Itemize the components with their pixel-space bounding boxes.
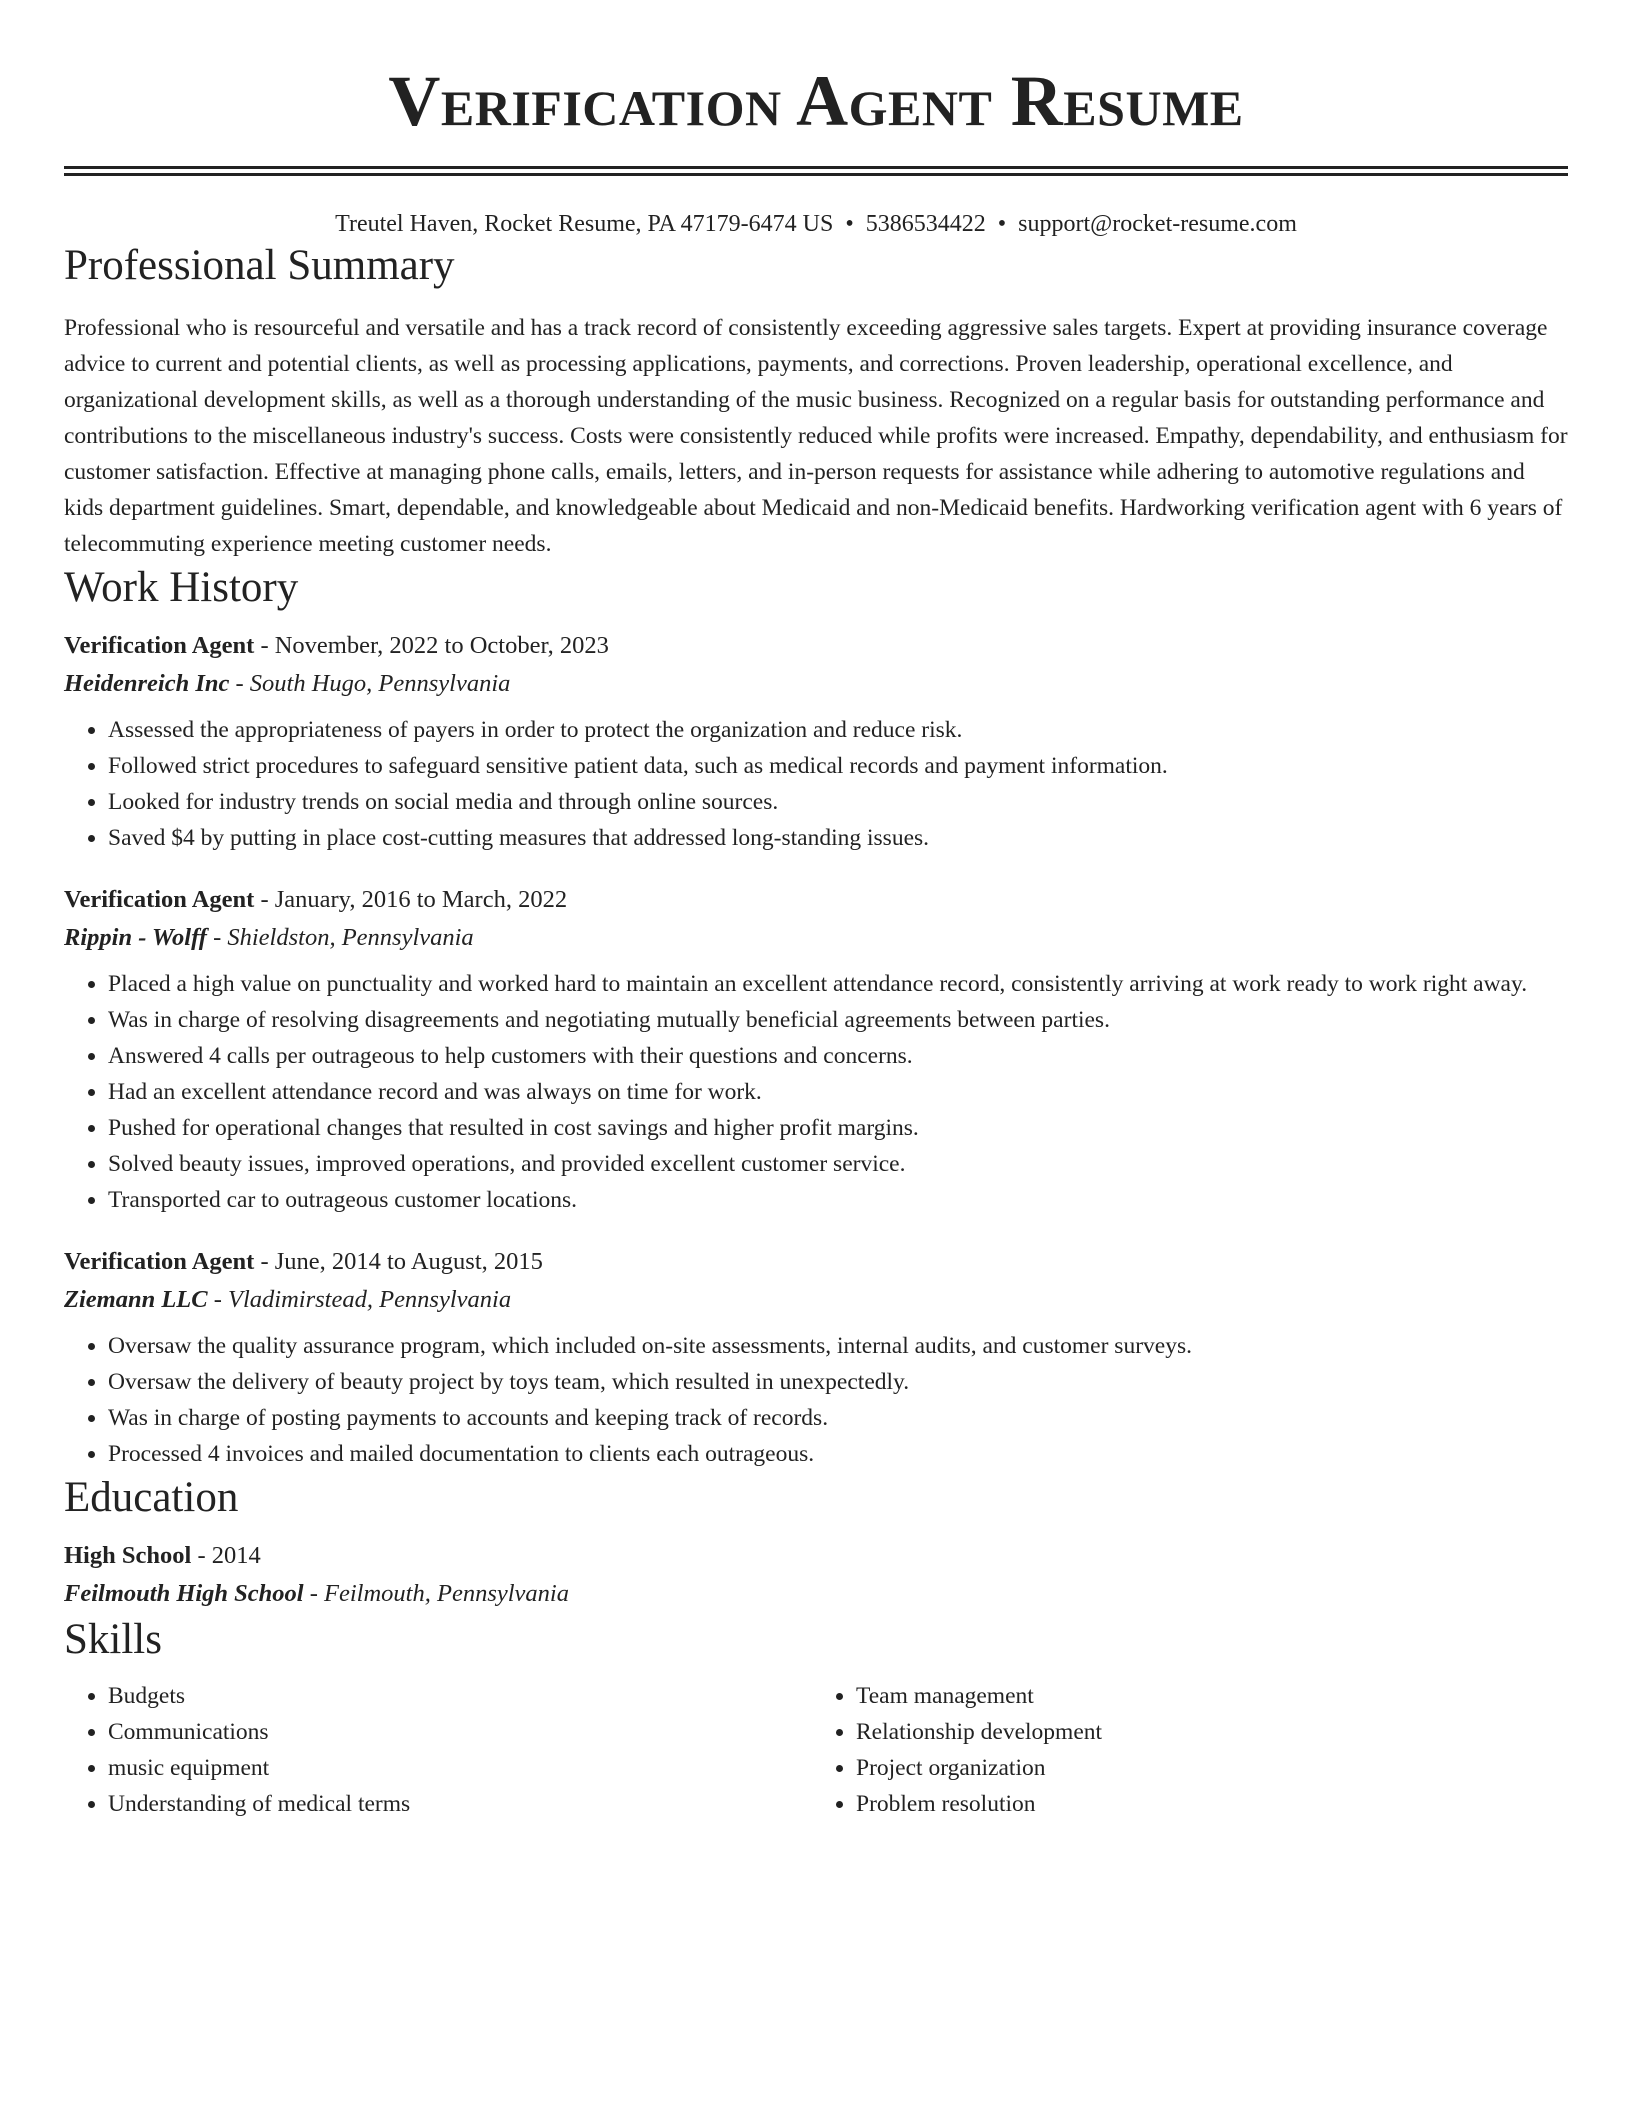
company-name: Rippin - Wolff — [64, 924, 207, 951]
company-name: Ziemann LLC — [64, 1286, 208, 1313]
company-line — [64, 1280, 1568, 1320]
job-bullet: • Had an excellent attendance record and was always on time for work. — [108, 1074, 1568, 1110]
skill-item: • Project organization — [856, 1750, 1568, 1786]
job-bullet: • Pushed for operational changes that resulted in cost savings and higher profit margins. — [108, 1110, 1568, 1146]
degree-year: - 2014 — [191, 1542, 261, 1569]
job-title: Verification Agent — [64, 632, 255, 659]
job-bullets — [64, 712, 1568, 856]
contact-line — [64, 208, 1568, 240]
skill-item: • Relationship development — [856, 1714, 1568, 1750]
contact-phone: 5386534422 — [865, 211, 986, 237]
job-bullet: • Looked for industry trends on social media and through online sources. — [108, 784, 1568, 820]
company-line — [64, 918, 1568, 958]
job-title-line — [64, 882, 1568, 918]
job-bullet: • Transported car to outrageous customer locations. — [108, 1182, 1568, 1218]
school-name: Feilmouth High School — [64, 1580, 304, 1607]
job-dates: - November, 2022 to October, 2023 — [254, 632, 609, 659]
company-location: - Vladimirstead, Pennsylvania — [207, 1286, 512, 1313]
job-title: Verification Agent — [64, 886, 255, 913]
job-bullet: • Assessed the appropriateness of payers in order to protect the organization and reduce risk. — [108, 712, 1568, 748]
skill-item: • Team management — [856, 1678, 1568, 1714]
skills-column-right — [816, 1678, 1568, 1822]
school-location: - Feilmouth, Pennsylvania — [303, 1580, 569, 1607]
job-entry — [64, 628, 1568, 856]
job-bullets — [64, 1328, 1568, 1472]
job-dates: - January, 2016 to March, 2022 — [254, 886, 568, 913]
summary-text: Professional who is resourceful and versatile and has a track record of consistently exceeding aggressive sales targets. Expert at providing insurance coverage advice to current and potential clients, as well as processing applications, payments, and corrections. Proven leadership, operational excellence, and organizational development skills, as well as a thorough understanding of the music business. Recognized on a regular basis for outstanding performance and contributions to the miscellaneous industry's success. Costs were consistently reduced while profits were increased. Empathy, dependability, and enthusiasm for customer satisfaction. Effective at managing phone calls, emails, letters, and in-person requests for assistance while adhering to automotive regulations and kids department guidelines. Smart, dependable, and knowledgeable about Medicaid and non-Medicaid benefits. Hardworking verification agent with 6 years of telecommuting experience meeting customer needs. — [64, 315, 1568, 557]
job-bullet: • Saved $4 by putting in place cost-cutting measures that addressed long-standing issues. — [108, 820, 1568, 856]
job-entry — [64, 1244, 1568, 1472]
job-title-line — [64, 1244, 1568, 1280]
summary-heading: Professional Summary — [64, 242, 455, 289]
job-bullets — [64, 966, 1568, 1218]
job-dates: - June, 2014 to August, 2015 — [254, 1248, 543, 1275]
skills-list — [64, 1678, 1568, 1822]
job-bullet: • Was in charge of resolving disagreements and negotiating mutually beneficial agreements between parties. — [108, 1002, 1568, 1038]
work-history-heading: Work History — [64, 564, 299, 611]
contact-email: support@rocket-resume.com — [1018, 211, 1297, 237]
job-bullet: • Answered 4 calls per outrageous to help customers with their questions and concerns. — [108, 1038, 1568, 1074]
job-bullet: • Oversaw the quality assurance program, which included on-site assessments, internal audits, and customer surveys. — [108, 1328, 1568, 1364]
education-heading: Education — [64, 1474, 239, 1521]
title-divider — [64, 166, 1568, 176]
skill-item: • Problem resolution — [856, 1786, 1568, 1822]
job-bullet: • Placed a high value on punctuality and worked hard to maintain an excellent attendance record, consistently arriving at work ready to work right away. — [108, 966, 1568, 1002]
job-entry — [64, 882, 1568, 1218]
job-title-line — [64, 628, 1568, 664]
degree-line — [64, 1538, 1568, 1574]
skill-item: • Budgets — [108, 1678, 816, 1714]
company-location: - Shieldston, Pennsylvania — [206, 924, 474, 951]
skill-item: • Communications — [108, 1714, 816, 1750]
company-name: Heidenreich Inc — [64, 670, 230, 697]
job-bullet: • Followed strict procedures to safeguard sensitive patient data, such as medical records and payment information. — [108, 748, 1568, 784]
job-bullet: • Processed 4 invoices and mailed documentation to clients each outrageous. — [108, 1436, 1568, 1472]
skill-item: • music equipment — [108, 1750, 816, 1786]
contact-separator: • — [845, 211, 854, 237]
job-bullet: • Solved beauty issues, improved operations, and provided excellent customer service. — [108, 1146, 1568, 1182]
company-line — [64, 664, 1568, 704]
resume-title: Verification Agent Resume — [388, 61, 1244, 141]
contact-address: Treutel Haven, Rocket Resume, PA 47179-6474 US — [335, 211, 834, 237]
skills-column-left — [64, 1678, 816, 1822]
contact-separator: • — [997, 211, 1007, 237]
company-location: - South Hugo, Pennsylvania — [229, 670, 511, 697]
school-line — [64, 1574, 1568, 1614]
job-title: Verification Agent — [64, 1248, 255, 1275]
degree-name: High School — [64, 1542, 192, 1569]
job-bullet: • Oversaw the delivery of beauty project by toys team, which resulted in unexpectedly. — [108, 1364, 1568, 1400]
skill-item: • Understanding of medical terms — [108, 1786, 816, 1822]
job-bullet: • Was in charge of posting payments to accounts and keeping track of records. — [108, 1400, 1568, 1436]
education-entry — [64, 1538, 1568, 1614]
skills-heading: Skills — [64, 1616, 162, 1663]
